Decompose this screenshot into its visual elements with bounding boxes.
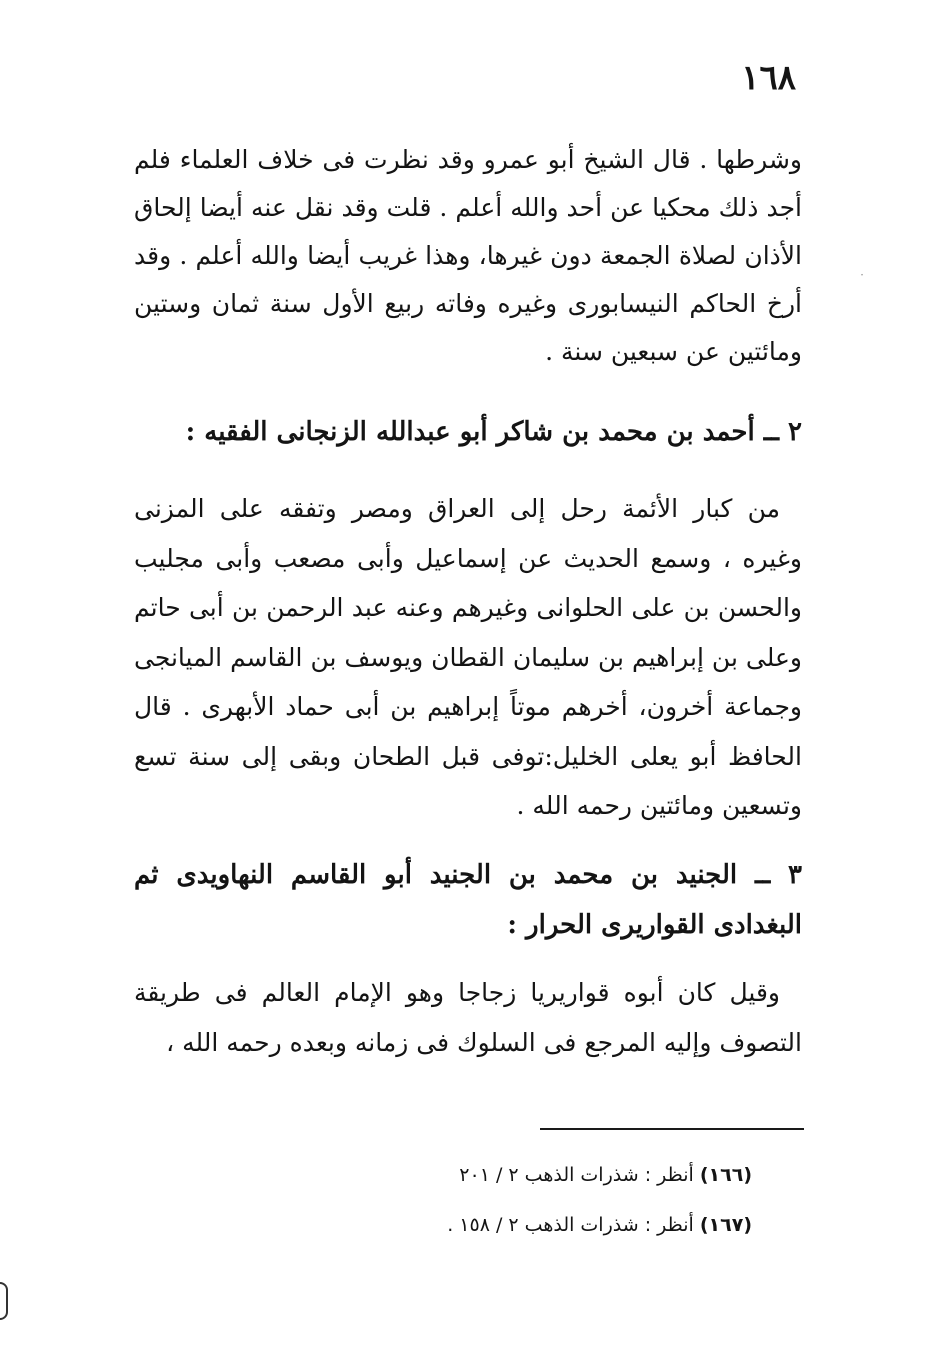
footnote-item <box>300 1150 752 1200</box>
paragraph-1: وشرطها . قال الشيخ أبو عمرو وقد نظرت فى خلاف العلماء فلم أجد ذلك محكيا عن أحد والله أعلم . قلت وقد نقل عنه أيضا إلحاق الأذان لصلاة الجمعة دون غيرها، وهذا غريب أيضا والله أعلم . وقد أرخ الحاكم النيسابورى وغيره وفاته ربيع الأول سنة ثمان وستين ومائتين عن سبعين سنة . <box>134 145 802 366</box>
footnote-item <box>300 1200 752 1250</box>
page-number: ١٦٨ <box>741 58 796 98</box>
footnotes <box>300 1150 752 1250</box>
footnote-text: أنظر : شذرات الذهب ٢ / ٢٠١ <box>459 1164 694 1186</box>
footnote-marker: (١٦٧) <box>699 1214 752 1236</box>
paragraph-3: وقيل كان أبوه قواريريا زجاجا وهو الإمام العالم فى طريقة التصوف وإليه المرجع فى السلوك فى زمانه وبعده رحمه الله ، <box>134 978 802 1057</box>
footnote-divider <box>540 1128 804 1130</box>
footnote-text: أنظر : شذرات الذهب ٢ / ١٥٨ . <box>447 1214 694 1236</box>
footnote-marker: (١٦٦) <box>699 1164 752 1186</box>
entry-heading-2: ٢ ــ أحمد بن محمد بن شاكر أبو عبدالله الزنجانى الفقيه : <box>185 417 802 447</box>
paragraph-2: من كبار الأئمة رحل إلى العراق ومصر وتفقه على المزنى وغيره ، وسمع الحديث عن إسماعيل وأبى مصعب وأبى مجليب والحسن بن على الحلوانى وغيرهم وعنه عبد الرحمن بن أبى حاتم وعلى بن إبراهيم بن سليمان القطان ويوسف بن القاسم الميانجى وجماعة أخرون، أخرهم موتاً إبراهيم بن أبى حماد الأبهرى . قال الحافظ أبو يعلى الخليل:توفى قبل الطحان وبقى إلى سنة تسع وتسعين ومائتين رحمه الله . <box>134 494 802 820</box>
entry-heading-3: ٣ ــ الجنيد بن محمد بن الجنيد أبو القاسم النهاويدى ثم البغدادى القواريرى الحرار : <box>134 860 802 940</box>
scan-speck: · <box>860 268 864 282</box>
binding-edge-mark <box>0 1282 8 1320</box>
